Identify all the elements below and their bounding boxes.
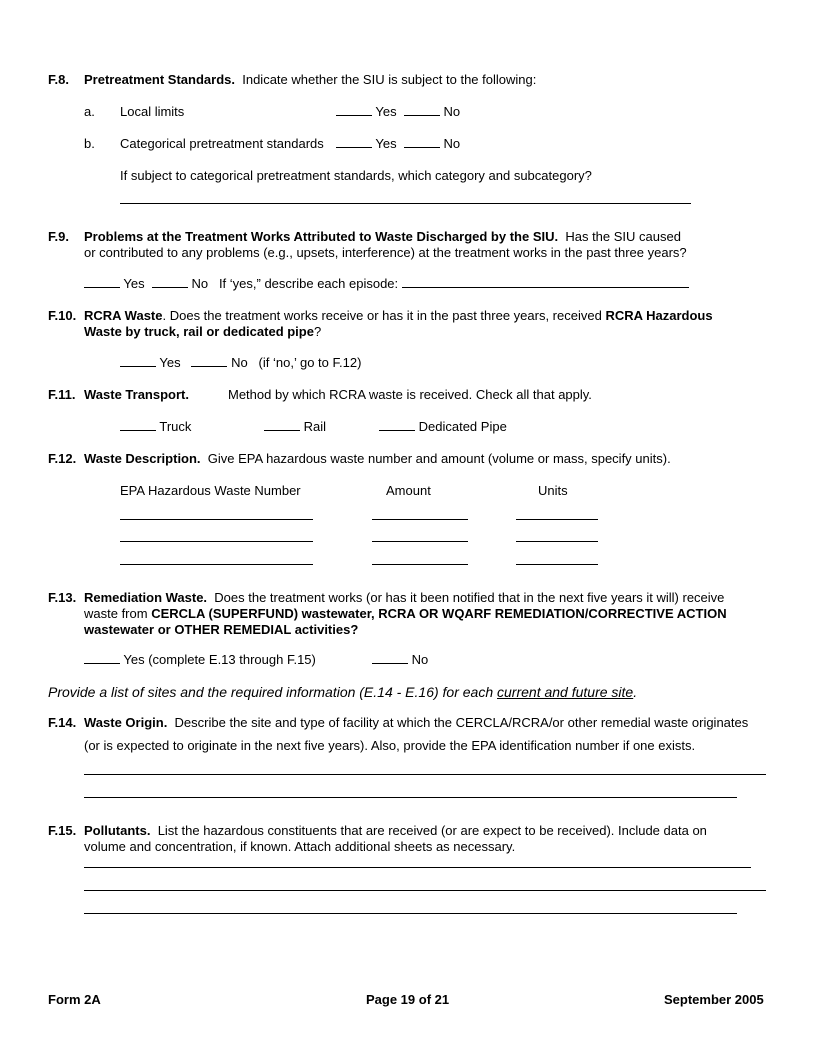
f11-truck-label: Truck [159, 419, 192, 434]
f9-number: F.9. [48, 229, 69, 244]
f12-row1-number-line[interactable] [120, 519, 313, 520]
f8a-no-label: No [443, 104, 461, 119]
f11-pipe-label: Dedicated Pipe [418, 419, 507, 434]
f13-text1: Does the treatment works (or has it been notified that in the next five years it will) receive [214, 590, 725, 605]
f11-number: F.11. [48, 387, 76, 402]
f11-rail-blank[interactable] [264, 419, 300, 431]
f12-row3-number-line[interactable] [120, 564, 313, 565]
f8b-choice [336, 136, 460, 152]
f9-title: Problems at the Treatment Works Attributed to Waste Discharged by the SIU. [84, 229, 559, 244]
f12-row2-number-line[interactable] [120, 541, 313, 542]
f13-heading [84, 590, 724, 606]
f14-text1: Describe the site and type of facility at which the CERCLA/RCRA/or other remedial waste originates [174, 715, 749, 730]
f8a-label: Local limits [120, 104, 185, 119]
f12-number: F.12. [48, 451, 77, 466]
f9-yes-label: Yes [123, 276, 145, 291]
f14-heading [84, 715, 748, 731]
f13-text2a: waste from [84, 606, 148, 621]
f8b-yes-blank[interactable] [336, 136, 372, 148]
f8a-letter: a. [84, 104, 95, 119]
f9-text2: or contributed to any problems (e.g., upsets, interference) at the treatment works in the past three years? [84, 245, 687, 260]
f8b-label: Categorical pretreatment standards [120, 136, 324, 151]
f10-number: F.10. [48, 308, 77, 323]
f13-no [372, 652, 428, 668]
f14-number: F.14. [48, 715, 77, 730]
f10-bold1: RCRA Hazardous [605, 308, 713, 323]
f15-title: Pollutants. [84, 823, 151, 838]
f12-text: Give EPA hazardous waste number and amount (volume or mass, specify units). [207, 451, 671, 466]
f14-line2[interactable] [84, 797, 737, 798]
f15-line1[interactable] [84, 867, 751, 868]
f9-no-blank[interactable] [152, 276, 188, 288]
f8b-no-blank[interactable] [404, 136, 440, 148]
f12-row1-amount-line[interactable] [372, 519, 468, 520]
f8-category-question: If subject to categorical pretreatment standards, which category and subcategory? [120, 168, 592, 183]
f11-rail [264, 419, 326, 435]
f8b-yes-label: Yes [375, 136, 397, 151]
f10-end: ? [313, 324, 322, 339]
f12-row2-amount-line[interactable] [372, 541, 468, 542]
f10-no-label: No [231, 355, 248, 370]
f8-heading [84, 72, 536, 88]
f13-no-blank[interactable] [372, 652, 408, 664]
f13-bold3: wastewater or OTHER REMEDIAL activities? [84, 622, 359, 637]
f12-col-amount: Amount [386, 483, 431, 498]
f12-row2-units-line[interactable] [516, 541, 598, 542]
instruction [48, 683, 637, 701]
f12-row1-units-line[interactable] [516, 519, 598, 520]
f9-answer [84, 276, 689, 292]
f10-heading [84, 308, 713, 324]
f12-row3-units-line[interactable] [516, 564, 598, 565]
f13-line2 [84, 606, 727, 622]
f10-line2 [84, 324, 321, 340]
f11-pipe [379, 419, 507, 435]
f15-text1: List the hazardous constituents that are received (or are expect to be received). Include data on [157, 823, 707, 838]
f13-bold2: CERCLA (SUPERFUND) wastewater, RCRA OR WQARF REMEDIATION/CORRECTIVE ACTION [151, 606, 727, 621]
f8-number: F.8. [48, 72, 69, 87]
f13-yes-blank[interactable] [84, 652, 120, 664]
f10-yes-label: Yes [159, 355, 181, 370]
f14-title: Waste Origin. [84, 715, 168, 730]
f13-yes-label: Yes (complete E.13 through F.15) [123, 652, 316, 667]
f15-text2: volume and concentration, if known. Attach additional sheets as necessary. [84, 839, 516, 854]
f12-title: Waste Description. [84, 451, 201, 466]
f10-title: RCRA Waste [84, 308, 163, 323]
f9-heading [84, 229, 681, 245]
f8a-no-blank[interactable] [404, 104, 440, 116]
f13-number: F.13. [48, 590, 77, 605]
footer-date: September 2005 [664, 992, 764, 1007]
f8-title: Pretreatment Standards. [84, 72, 235, 87]
footer-page: Page 19 of 21 [366, 992, 450, 1007]
f11-truck [120, 419, 191, 435]
f12-col-waste-number: EPA Hazardous Waste Number [120, 483, 301, 498]
f9-text1: Has the SIU caused [565, 229, 681, 244]
f9-yes-blank[interactable] [84, 276, 120, 288]
f10-text1: . Does the treatment works receive or has it in the past three years, received [162, 308, 602, 323]
instruction-text: Provide a list of sites and the required information (E.14 - E.16) for each [48, 684, 494, 700]
f14-text2: (or is expected to originate in the next five years). Also, provide the EPA identification number if one exists. [84, 738, 696, 753]
f10-goto: (if ‘no,’ go to F.12) [258, 355, 362, 370]
f12-col-units: Units [538, 483, 568, 498]
f15-line3[interactable] [84, 913, 737, 914]
instruction-end: . [633, 684, 638, 700]
f8a-choice [336, 104, 460, 120]
instruction-link: current and future site [497, 684, 634, 700]
f12-heading [84, 451, 671, 467]
f9-describe-label: If ‘yes,” describe each episode: [218, 276, 399, 291]
f8-category-line[interactable] [120, 203, 691, 204]
f15-heading [84, 823, 707, 839]
f8b-no-label: No [443, 136, 461, 151]
f15-number: F.15. [48, 823, 77, 838]
f13-title: Remediation Waste. [84, 590, 208, 605]
f9-no-label: No [191, 276, 209, 291]
f10-no-blank[interactable] [191, 355, 227, 367]
f11-rail-label: Rail [303, 419, 327, 434]
f9-describe-line[interactable] [402, 276, 689, 288]
f12-row3-amount-line[interactable] [372, 564, 468, 565]
f11-text: Method by which RCRA waste is received. Check all that apply. [228, 387, 592, 402]
footer-form: Form 2A [48, 992, 101, 1007]
f8a-yes-blank[interactable] [336, 104, 372, 116]
f13-no-label: No [411, 652, 429, 667]
f8a-yes-label: Yes [375, 104, 397, 119]
f14-line1[interactable] [84, 774, 766, 775]
f10-yes-blank[interactable] [120, 355, 156, 367]
f10-bold2: Waste by truck, rail or dedicated pipe [84, 324, 314, 339]
f8b-letter: b. [84, 136, 95, 151]
f15-line2[interactable] [84, 890, 766, 891]
f10-answer [120, 355, 361, 371]
f8-text: Indicate whether the SIU is subject to the following: [242, 72, 537, 87]
f13-yes [84, 652, 316, 668]
f11-title: Waste Transport. [84, 387, 189, 402]
f11-pipe-blank[interactable] [379, 419, 415, 431]
f11-truck-blank[interactable] [120, 419, 156, 431]
